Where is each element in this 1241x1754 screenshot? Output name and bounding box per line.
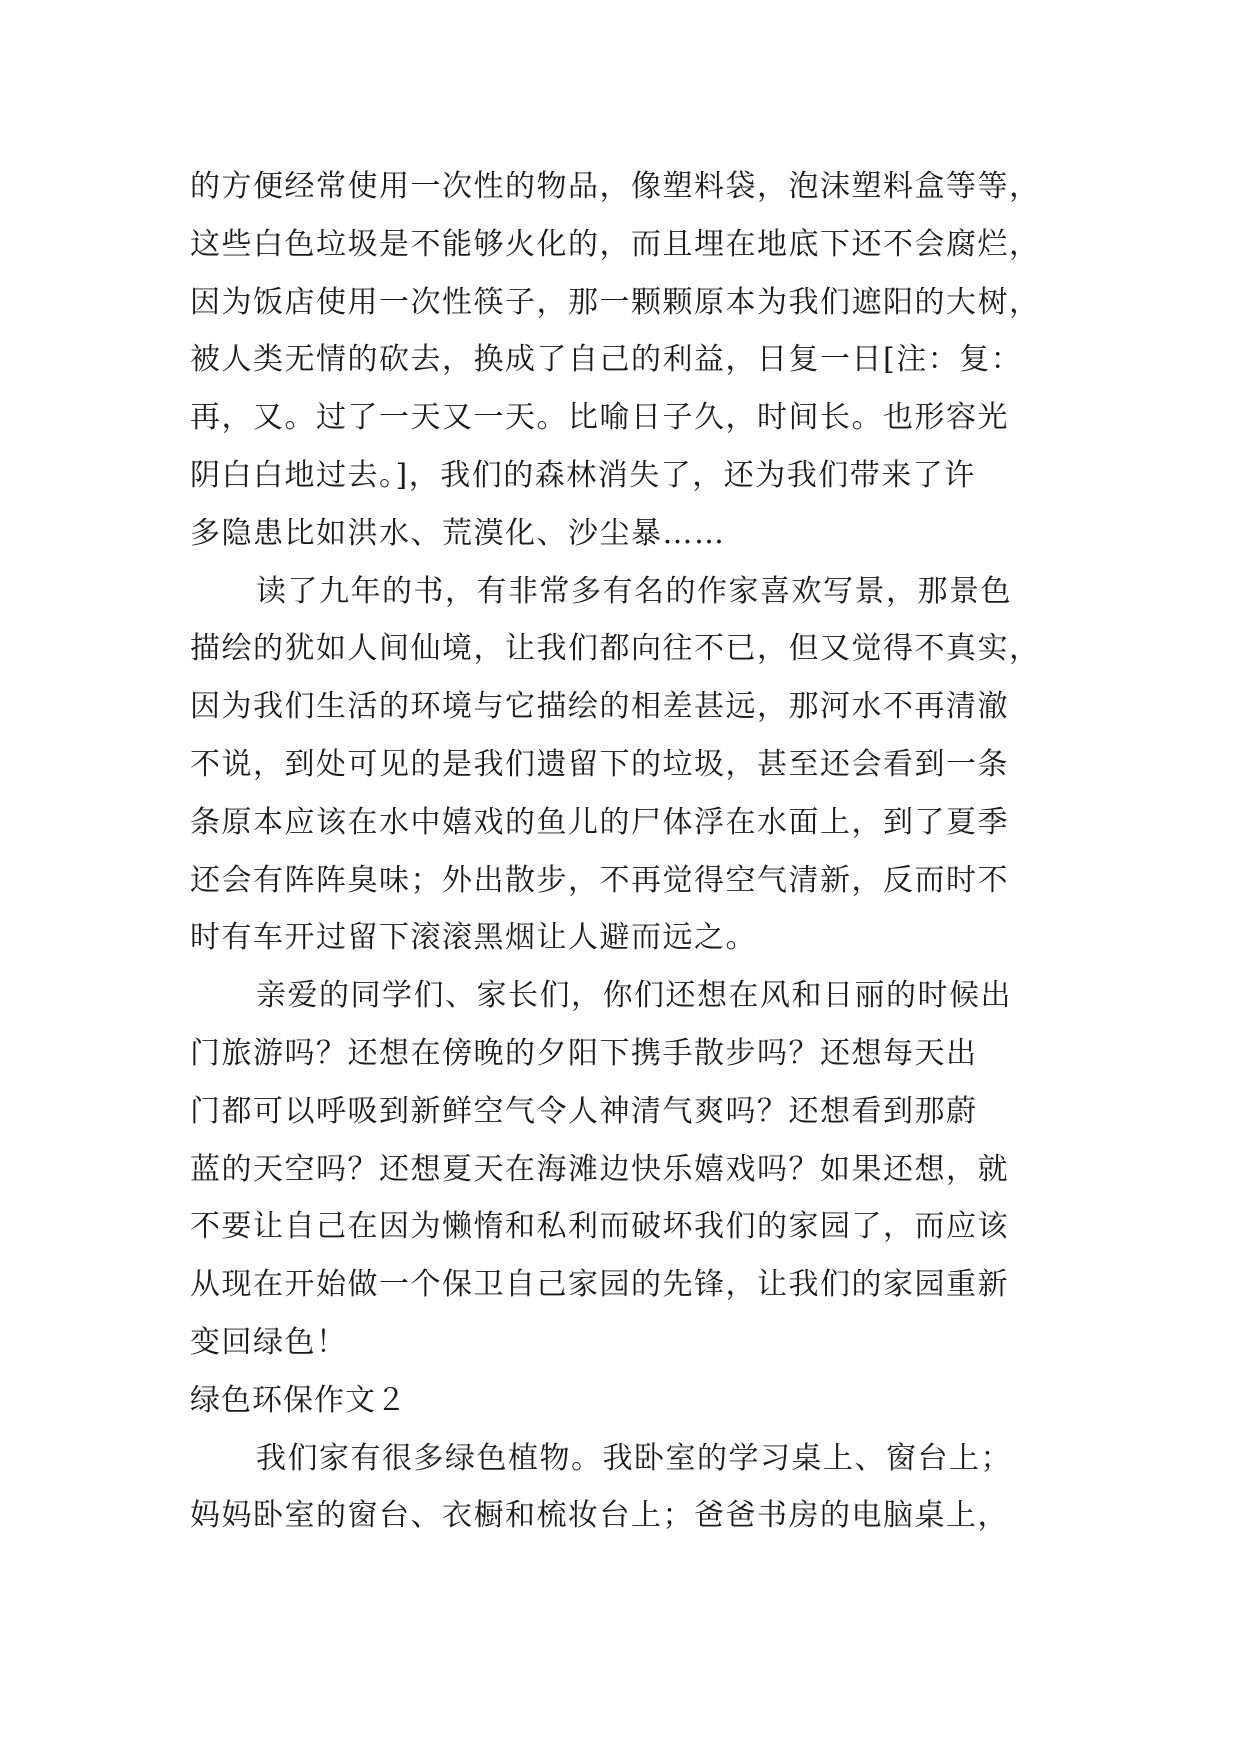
text-line: 不要让自己在因为懒惰和私利而破坏我们的家园了，而应该 [190,1209,1009,1245]
text-line: 不说，到处可见的是我们遗留下的垃圾，甚至还会看到一条 [190,746,1009,782]
text-line: 门都可以呼吸到新鲜空气令人神清气爽吗？还想看到那蔚 [190,1093,978,1129]
text-line: 妈妈卧室的窗台、衣橱和梳妆台上；爸爸书房的电脑桌上， [190,1498,1009,1534]
text-line: 还会有阵阵臭味；外出散步，不再觉得空气清新，反而时不 [190,862,1009,898]
text-line: 多隐患比如洪水、荒漠化、沙尘暴…… [190,515,726,551]
text-line: 时有车开过留下滚滚黑烟让人避而远之。 [190,920,757,956]
text-line: 阴白白地过去。]，我们的森林消失了，还为我们带来了许 [190,457,976,493]
paragraph-start-line: 亲爱的同学们、家长们，你们还想在风和日丽的时候出 [256,978,1012,1014]
paragraph-start-line: 读了九年的书，有非常多有名的作家喜欢写景，那景色 [256,573,1012,609]
document-body [190,158,1090,1545]
text-line: 这些白色垃圾是不能够火化的，而且埋在地底下还不会腐烂， [190,226,1041,262]
text-line: 变回绿色！ [190,1324,348,1360]
text-line: 因为饭店使用一次性筷子，那一颗颗原本为我们遮阳的大树， [190,284,1041,320]
section-heading: 绿色环保作文２ [190,1382,407,1418]
text-line: 被人类无情的砍去，换成了自己的利益，日复一日[注：复： [190,342,1023,378]
text-line: 条原本应该在水中嬉戏的鱼儿的尸体浮在水面上，到了夏季 [190,804,1009,840]
text-line: 再，又。过了一天又一天。比喻日子久，时间长。也形容光 [190,400,1009,436]
text-line: 门旅游吗？还想在傍晚的夕阳下携手散步吗？还想每天出 [190,1035,978,1071]
text-line: 的方便经常使用一次性的物品，像塑料袋，泡沫塑料盒等等， [190,169,1041,204]
text-line: 从现在开始做一个保卫自己家园的先锋，让我们的家园重新 [190,1267,1009,1303]
text-line: 因为我们生活的环境与它描绘的相差甚远，那河水不再清澈 [190,689,1009,725]
text-line: 描绘的犹如人间仙境，让我们都向往不已，但又觉得不真实， [190,631,1041,667]
text-line: 蓝的天空吗？还想夏天在海滩边快乐嬉戏吗？如果还想，就 [190,1151,1009,1187]
paragraph-start-line: 我们家有很多绿色植物。我卧室的学习桌上、窗台上； [256,1440,1012,1476]
